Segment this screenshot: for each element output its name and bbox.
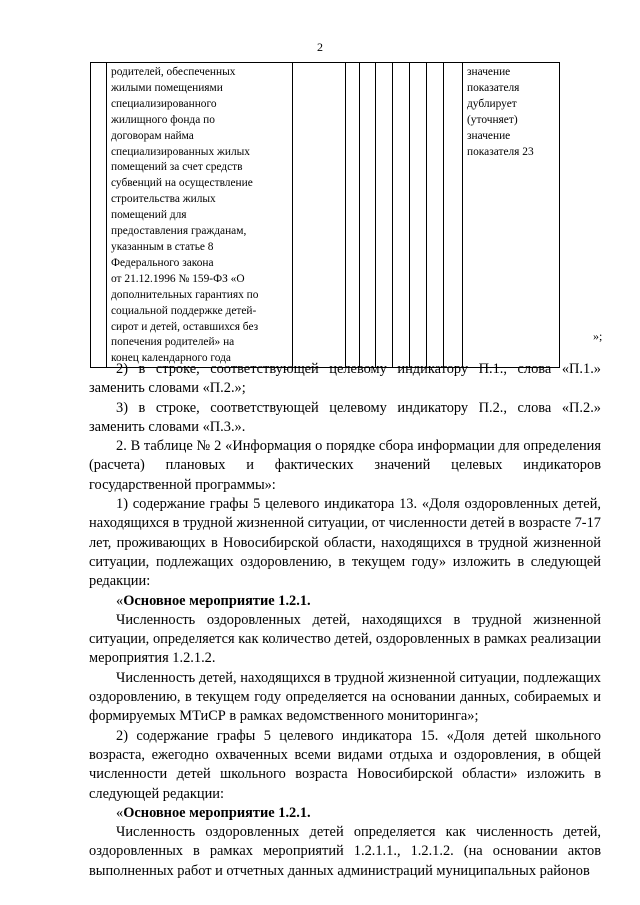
table-cell-note [463, 63, 560, 368]
quote-open: « [116, 592, 124, 609]
paragraph: Численность детей, находящихся в трудной жизненной ситуации, подлежащих оздоровлению, в текущем году определяется на основании данных, собираемых и формируемых МТиСР в рамках ведомственного мониторинга»; [89, 669, 601, 725]
table-cell-value [376, 63, 393, 368]
table-cell-value [444, 63, 463, 368]
heading-main-event: Основное мероприятие 1.2.1. [123, 804, 311, 821]
paragraph: Численность оздоровленных детей, находящихся в трудной жизненной ситуации, определяется как количество детей, оздоровленных в рамках реализации мероприятия 1.2.1.2. [89, 611, 601, 667]
paragraph: 3) в строке, соответствующей целевому индикатору П.2., слова «П.2.» заменить словами «П.3.». [89, 399, 601, 435]
paragraph: 2) в строке, соответствующей целевому индикатору П.1., слова «П.1.» заменить словами «П.2.»; [89, 361, 601, 397]
document-body [89, 360, 601, 881]
table-cell-index [91, 63, 107, 368]
paragraph: 2. В таблице № 2 «Информация о порядке сбора информации для определения (расчета) плановых и фактических значений целевых индикаторов государственной программы»: [89, 438, 601, 493]
table-cell-value [346, 63, 360, 368]
paragraph: 1) содержание графы 5 целевого индикатора 13. «Доля оздоровленных детей, находящихся в трудной жизненной ситуации, от численности детей в возрасте 7-17 лет, проживающих в Новосибирской области, находящихся в трудной жизненной ситуации, подлежащих оздоровлению, в текущем году» изложить в следующей редакции: [89, 496, 601, 590]
table-cell-value [360, 63, 376, 368]
paragraph: 2) содержание графы 5 целевого индикатора 15. «Доля детей школьного возраста, ежегодно охваченных всеми видами отдыха и оздоровления, в общей численности детей школьного возраста Новосибирской области» изложить в следующей редакции: [89, 727, 601, 802]
indicator-table [90, 62, 560, 368]
table-cell-value [393, 63, 410, 368]
table-row [91, 63, 560, 368]
table-cell-description [107, 63, 293, 368]
table-cell-value [427, 63, 444, 368]
table-cell-unit [293, 63, 346, 368]
heading-main-event: Основное мероприятие 1.2.1. [123, 592, 311, 609]
table-cell-value [410, 63, 427, 368]
paragraph-heading [89, 592, 601, 611]
table-closing-mark: »; [593, 329, 603, 343]
paragraph-heading [89, 804, 601, 823]
paragraph: Численность оздоровленных детей определяется как численность детей, оздоровленных в рамках мероприятий 1.2.1.1., 1.2.1.2. (на основании актов выполненных работ и отчетных данных администраций муниципальных районов [89, 824, 601, 879]
indicator-description: родителей, обеспеченных жилыми помещениями специализированного жилищного фонда по договорам найма специализированных жилых помещений за счет средств субвенций на осуществление строительства жилых помещений для предоставления гражданам, указанным в статье 8 Федерального закона от 21.12.1996 № 159-ФЗ «О дополнительных гарантиях по социальной поддержке детей- сирот и детей, оставшихся без попечения родителей» на конец календарного года [111, 66, 259, 365]
page-number: 2 [317, 40, 323, 54]
indicator-note: значение показателя дублирует (уточняет) значение показателя 23 [467, 66, 534, 158]
quote-open: « [116, 804, 124, 821]
